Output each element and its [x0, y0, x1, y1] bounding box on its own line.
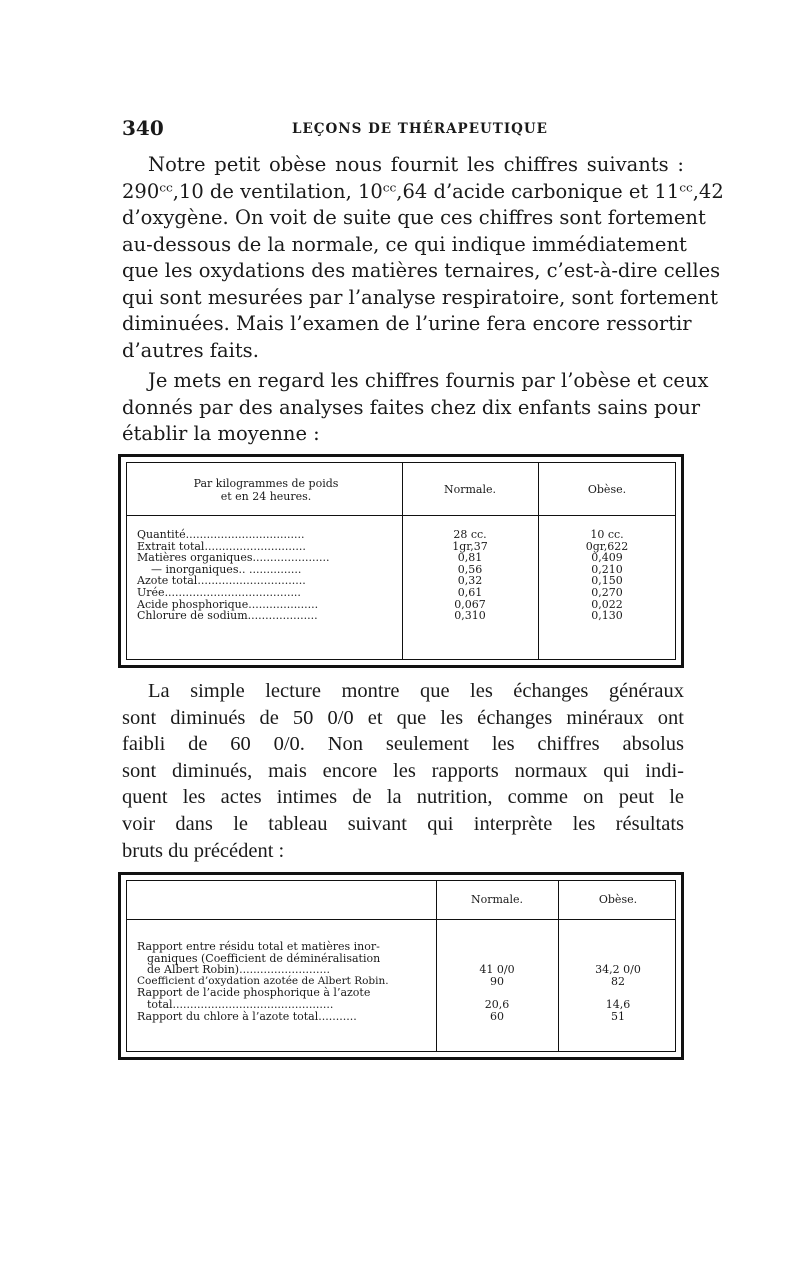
- normale-values: [437, 941, 557, 1022]
- table-cell: 82: [611, 974, 625, 988]
- text-line: sont diminués de 50 0/0 et que les échanges minéraux ont: [122, 706, 684, 729]
- table-cell: 0,270: [591, 585, 623, 599]
- table-inner-frame: [126, 880, 676, 1052]
- row-labels: [137, 529, 395, 622]
- table-row-label: — inorganiques.. ...............: [151, 562, 302, 576]
- table-row-label: Chlorure de sodium....................: [137, 609, 318, 623]
- table-cell: 0,32: [457, 574, 483, 588]
- urine-analysis-table: [118, 454, 684, 668]
- column-header-obese: Obèse.: [598, 893, 638, 906]
- header-divider: [127, 919, 675, 920]
- table-row-label: Rapport du chlore à l’azote total...........: [137, 1009, 357, 1023]
- text-line: qui sont mesurées par l’analyse respiratoire, sont fortement: [122, 285, 718, 309]
- column-header-label: [135, 477, 397, 503]
- table-inner-frame: [126, 462, 676, 660]
- table-cell: [437, 941, 557, 953]
- header-label-line: et en 24 heures.: [220, 490, 312, 503]
- normale-values: [403, 529, 537, 622]
- text-line: établir la moyenne :: [122, 422, 320, 445]
- table-cell: 0,61: [457, 585, 483, 599]
- text-line: au-dessous de la normale, ce qui indique immédiatement: [122, 232, 687, 256]
- table-row-label: Extrait total.............................: [137, 539, 306, 553]
- table-row-label: Rapport entre résidu total et matières inor-: [137, 940, 380, 953]
- table-cell: 0,409: [591, 551, 623, 565]
- table-cell: 0,210: [591, 562, 623, 576]
- paragraph-2: [122, 368, 709, 448]
- table-cell: 1gr,37: [452, 539, 488, 553]
- table-row-label: Azote total...............................: [137, 574, 306, 588]
- text-line: que les oxydations des matières ternaires, c’est-à-dire celles: [122, 259, 721, 282]
- header-label-line: Par kilogrammes de poids: [193, 477, 339, 490]
- text-line: diminuées. Mais l’examen de l’urine fera encore ressortir: [122, 312, 692, 335]
- table-cell: 0,130: [591, 609, 623, 623]
- obese-values: [559, 941, 677, 1022]
- text-line: quent les actes intimes de la nutrition, comme on peut le: [122, 786, 684, 809]
- text-line: voir dans le tableau suivant qui interprète les résultats: [122, 812, 684, 835]
- table-cell: 0,022: [591, 597, 623, 611]
- table-row-label: total..............................................: [147, 997, 334, 1011]
- table-cell: 0,81: [457, 551, 483, 565]
- header-divider: [127, 515, 675, 516]
- table-cell: 20,6: [484, 997, 510, 1011]
- paragraph-3: [122, 678, 684, 864]
- text-line: 290ᶜᶜ,10 de ventilation, 10ᶜᶜ,64 d’acide carbonique et 11ᶜᶜ,42: [122, 179, 724, 203]
- text-line: sont diminués, mais encore les rapports normaux qui indi-: [122, 759, 684, 782]
- table-row-label: Acide phosphorique....................: [137, 597, 319, 611]
- page-number: 340: [122, 116, 164, 140]
- table-cell: 34,2 0/0: [595, 963, 641, 977]
- column-header-normale: Normale.: [443, 483, 497, 496]
- obese-values: [539, 529, 675, 622]
- table-row-label: Matières organiques......................: [137, 551, 330, 565]
- text-line: bruts du précédent :: [122, 839, 285, 862]
- table-cell: 51: [611, 1009, 625, 1023]
- table-row-label: Urée.......................................: [137, 585, 301, 599]
- table-cell: 28 cc.: [453, 528, 487, 541]
- table-cell: 0,310: [454, 609, 486, 623]
- text-line: Je mets en regard les chiffres fournis par l’obèse et ceux: [148, 369, 709, 392]
- table-cell: 14,6: [605, 997, 631, 1011]
- table-cell: 0,150: [591, 574, 623, 588]
- table-cell: 0gr,622: [585, 539, 629, 553]
- table-row-label: Rapport de l’acide phosphorique à l’azote: [137, 986, 371, 1000]
- table-row-label: ganiques (Coefficient de déminéralisation: [147, 951, 381, 965]
- table-cell: 0,56: [457, 562, 483, 576]
- table-cell: 0,067: [454, 597, 486, 611]
- table-cell: 41 0/0: [479, 963, 515, 977]
- text-line: La simple lecture montre que les échanges généraux: [148, 680, 684, 702]
- text-line: Notre petit obèse nous fournit les chiffres suivants :: [148, 153, 684, 176]
- column-header-obese: Obèse.: [587, 483, 627, 496]
- table-cell: 10 cc.: [590, 528, 624, 541]
- table-cell: [559, 941, 677, 953]
- text-line: donnés par des analyses faites chez dix enfants sains pour: [122, 395, 701, 419]
- paragraph-1: [122, 152, 724, 364]
- text-line: faibli de 60 0/0. Non seulement les chiffres absolus: [122, 733, 684, 756]
- table-cell: 60: [490, 1009, 504, 1023]
- ratios-table: [118, 872, 684, 1060]
- text-line: d’autres faits.: [122, 338, 259, 362]
- running-title: LEÇONS DE THÉRAPEUTIQUE: [292, 121, 548, 137]
- table-row-label: de Albert Robin)..........................: [147, 963, 330, 977]
- table-row-label: Quantité..................................: [137, 528, 305, 541]
- running-header: [122, 116, 682, 140]
- row-labels: [137, 941, 433, 1022]
- column-header-normale: Normale.: [470, 893, 524, 906]
- text-line: d’oxygène. On voit de suite que ces chiffres sont fortement: [122, 206, 706, 229]
- table-row-label: Coefficient d’oxydation azotée de Albert Robin.: [137, 974, 389, 987]
- table-cell: 90: [490, 974, 504, 988]
